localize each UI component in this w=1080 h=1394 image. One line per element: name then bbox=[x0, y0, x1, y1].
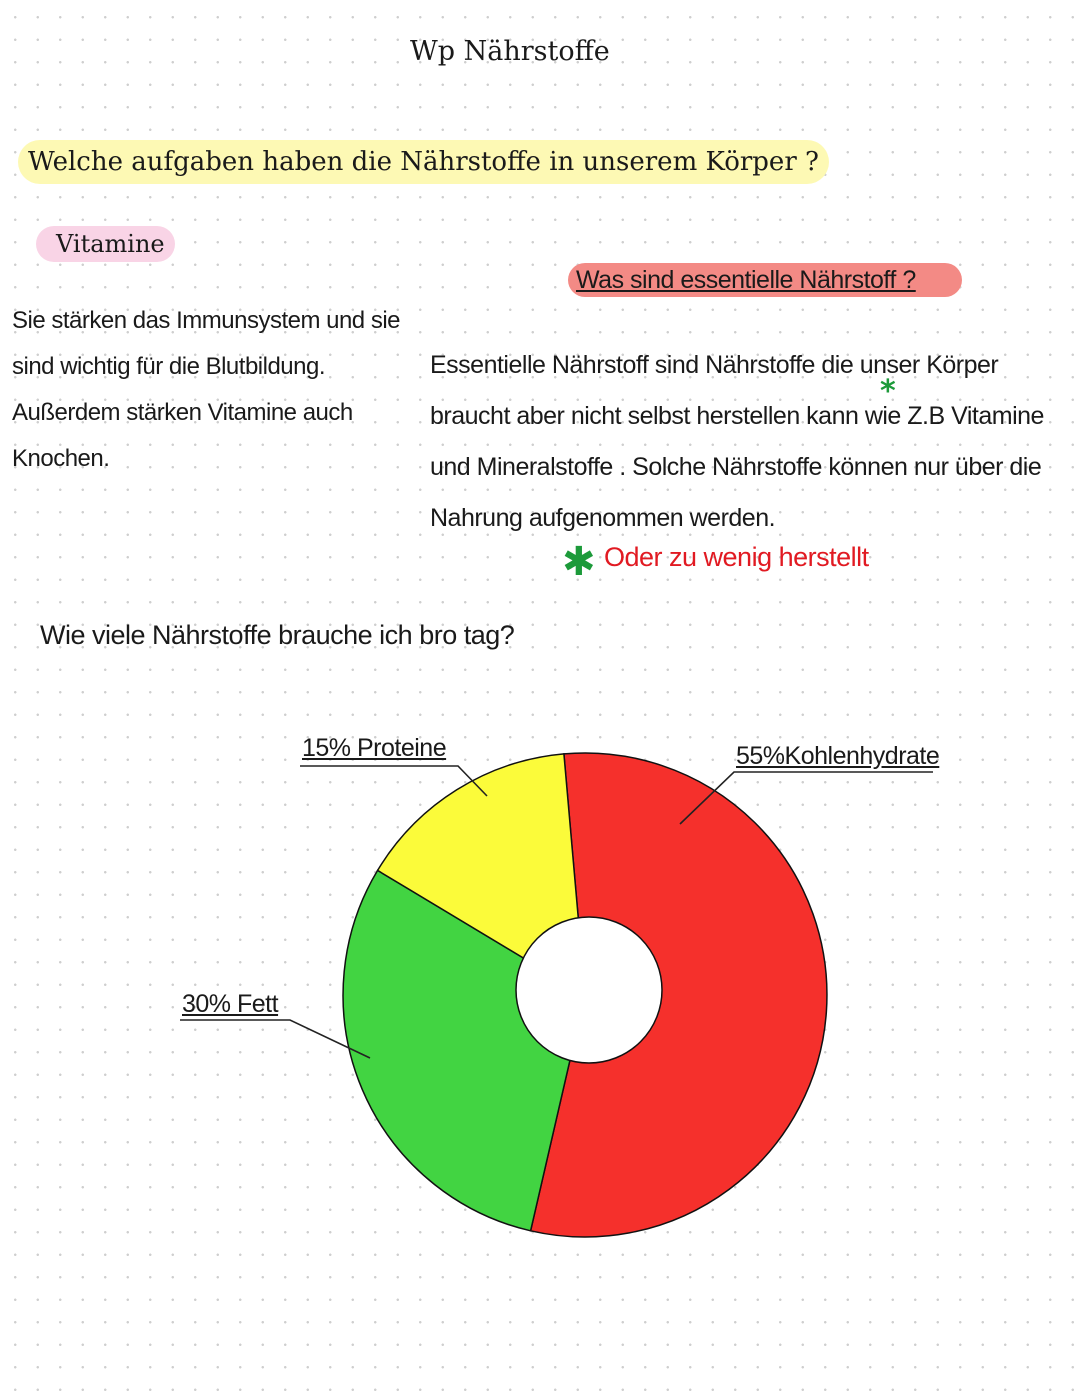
page-title: Wp Nährstoffe bbox=[410, 36, 610, 67]
leader-line-fett bbox=[180, 1020, 370, 1058]
asterisk-icon: * bbox=[880, 374, 896, 409]
label-proteine: 15% Proteine bbox=[302, 734, 447, 762]
label-fett: 30% Fett bbox=[182, 990, 279, 1018]
vitamine-heading: Vitamine bbox=[36, 226, 175, 262]
essentiell-heading: Was sind essentielle Nährstoff ? bbox=[568, 263, 962, 297]
vitamine-text: Sie stärken das Immunsystem und sie sind wichtig für die Blutbildung. Außerdem stärken Vitamine auch Knochen. bbox=[12, 307, 401, 472]
donut-hole bbox=[516, 917, 662, 1063]
daily-question: Wie viele Nährstoffe brauche ich bro tag? bbox=[40, 620, 515, 650]
asterisk-note-icon: ✱ bbox=[562, 539, 596, 585]
label-kohlenhydrate: 55%Kohlenhydrate bbox=[736, 742, 940, 770]
essentiell-text: Essentielle Nährstoff sind Nährstoffe die unser Körper braucht aber nicht selbst herstellen kann wie Z.B Vitamine und Mineralstoffe . Solche Nährstoffe können nur über die Nahrung aufgenommen werden. bbox=[430, 351, 1044, 532]
essentiell-note: Oder zu wenig herstellt bbox=[604, 542, 869, 572]
main-question: Welche aufgaben haben die Nährstoffe in unserem Körper ? bbox=[18, 140, 829, 184]
